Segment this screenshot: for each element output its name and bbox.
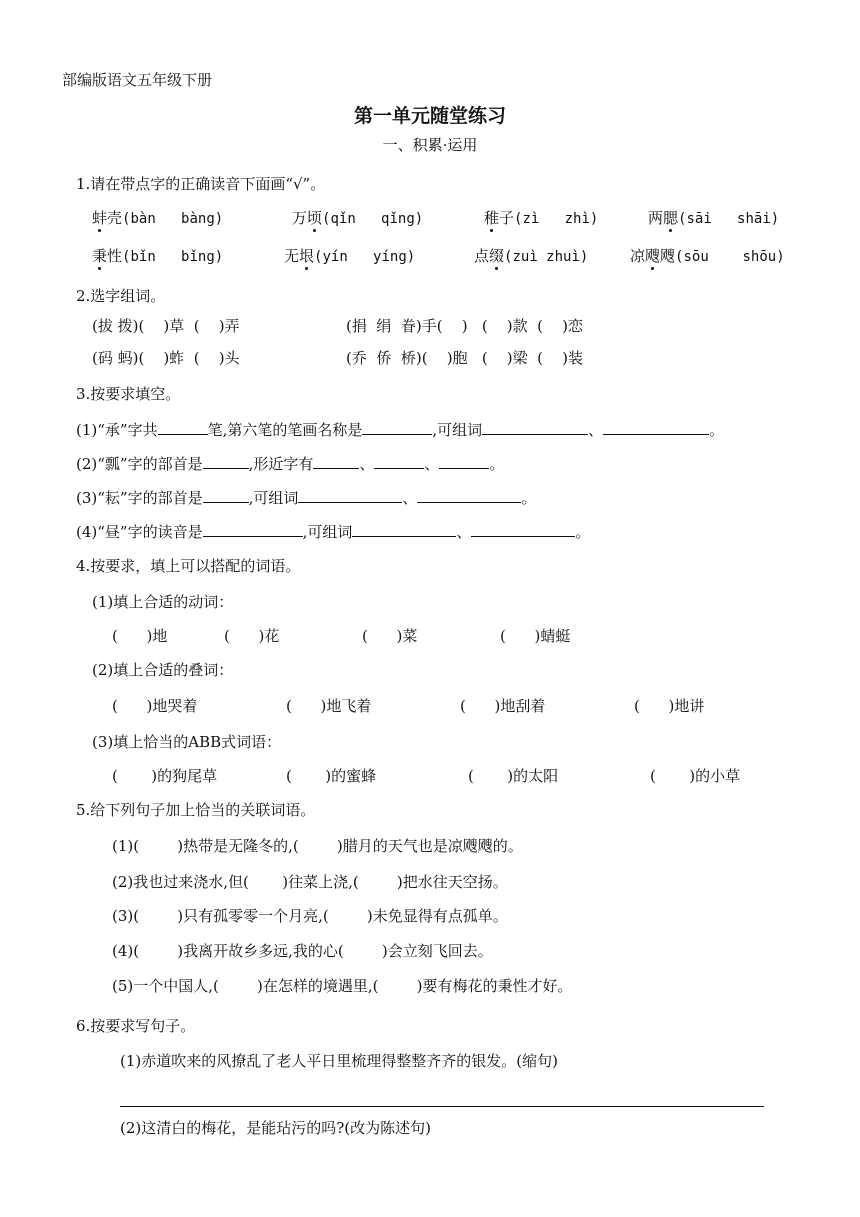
q3-line-3: [76, 488, 536, 508]
q3-prompt: 3.按要求填空。: [76, 385, 181, 403]
blank[interactable]: [203, 454, 249, 469]
q1-word-item: [484, 208, 598, 229]
dotted-character: 稚: [484, 209, 500, 227]
q3-l1-text-3: ,可组词: [432, 421, 483, 439]
word-character: 万: [292, 209, 308, 227]
q4-s2-item: ( )地哭着: [112, 697, 198, 715]
q3-l3-text-1: (3)“耘”字的部首是: [76, 489, 203, 507]
q4-sub2: (2)填上合适的叠词：: [92, 661, 234, 679]
blank[interactable]: [313, 454, 359, 469]
q4-prompt: 4.按要求，填上可以搭配的词语。: [76, 557, 301, 575]
q5-item: (3)( )只有孤零零一个月亮,( )未免显得有点孤单。: [112, 907, 508, 925]
pinyin-options[interactable]: (sāi shāi): [678, 211, 780, 227]
q4-s2-item: ( )地飞着: [286, 697, 372, 715]
q3-l1-text-1: (1)“承”字共: [76, 421, 158, 439]
q1-word-item: [284, 246, 415, 267]
q5-item: (1)( )热带是无隆冬的,( )腊月的天气也是凉飕飕的。: [112, 837, 523, 855]
word-character: 点: [474, 247, 490, 265]
q3-line-2: [76, 454, 504, 474]
q4-s2-item: ( )地刮着: [460, 697, 546, 715]
dotted-character: 垠: [299, 247, 315, 265]
word-character: 子: [499, 209, 515, 227]
dotted-character: 腮: [663, 209, 679, 227]
section-title: 一、积累·运用: [382, 136, 478, 154]
q3-l2-text-2: ,形近字有: [248, 455, 314, 473]
blank[interactable]: [439, 454, 489, 469]
word-character: 飕: [660, 247, 676, 265]
q1-word-item: [292, 208, 423, 229]
pinyin-options[interactable]: (bǐn bǐng): [122, 249, 224, 265]
blank[interactable]: [362, 420, 432, 435]
answer-line[interactable]: [120, 1106, 764, 1107]
q3-l2-text-4: 、: [424, 455, 440, 473]
word-character: 无: [284, 247, 300, 265]
q3-line-1: [76, 420, 724, 440]
q3-l2-text-3: 、: [359, 455, 375, 473]
q3-l4-text-2: ,可组词: [302, 523, 353, 541]
page-title: 第一单元随堂练习: [353, 105, 506, 127]
pinyin-options[interactable]: (yín yíng): [314, 249, 416, 265]
q3-l1-text-2: 笔,第六笔的笔画名称是: [207, 421, 363, 439]
pinyin-options[interactable]: (sōu shōu): [675, 249, 785, 265]
dotted-character: 缀: [489, 247, 505, 265]
word-character: 凉: [630, 247, 646, 265]
q3-l1-text-4: 、: [588, 421, 604, 439]
q1-word-item: [474, 246, 588, 267]
q3-l3-text-3: 、: [402, 489, 418, 507]
word-character: 壳: [107, 209, 123, 227]
q3-l4-text-1: (4)“昼”字的读音是: [76, 523, 203, 541]
q5-item: (2)我也过来浇水,但( )往菜上浇,( )把水往天空扬。: [112, 873, 508, 891]
word-character: 性: [107, 247, 123, 265]
q1-word-item: [648, 208, 779, 229]
q4-s3-item: ( )的狗尾草: [112, 767, 218, 785]
pinyin-options[interactable]: (zì zhì): [514, 211, 599, 227]
q4-s3-item: ( )的蜜蜂: [286, 767, 377, 785]
blank[interactable]: [603, 420, 709, 435]
q3-l2-text-5: 。: [489, 455, 505, 473]
q4-sub1: (1)填上合适的动词：: [92, 593, 234, 611]
blank[interactable]: [158, 420, 208, 435]
q1-word-item: [92, 246, 223, 267]
q5-item: (4)( )我离开故乡多远,我的心( )会立刻飞回去。: [112, 942, 493, 960]
blank[interactable]: [203, 488, 249, 503]
q3-l3-text-4: 。: [521, 489, 537, 507]
blank[interactable]: [352, 522, 456, 537]
q4-s3-item: ( )的太阳: [468, 767, 559, 785]
q2-row1-b: (捐 绢 眷)手( ) ( )款 ( )恋: [346, 317, 583, 335]
q2-row2-a: (码 蚂)( )蚱 ( )头: [92, 349, 240, 367]
dotted-character: 顷: [307, 209, 323, 227]
q1-word-item: [92, 208, 223, 229]
q4-sub3: (3)填上恰当的ABB式词语：: [92, 733, 282, 751]
q5-prompt: 5.给下列句子加上恰当的关联词语。: [76, 801, 316, 819]
blank[interactable]: [203, 522, 303, 537]
q6-sub1: (1)赤道吹来的风撩乱了老人平日里梳理得整整齐齐的银发。(缩句): [120, 1052, 558, 1070]
blank[interactable]: [471, 522, 575, 537]
q2-row2-b: (乔 侨 桥)( )胞 ( )梁 ( )装: [346, 349, 583, 367]
q4-s2-item: ( )地讲: [634, 697, 705, 715]
blank[interactable]: [298, 488, 402, 503]
blank[interactable]: [374, 454, 424, 469]
q1-prompt: 1.请在带点字的正确读音下面画“√”。: [76, 175, 326, 193]
q3-l3-text-2: ,可组词: [248, 489, 299, 507]
q3-l1-text-5: 。: [709, 421, 725, 439]
q6-prompt: 6.按要求写句子。: [76, 1017, 196, 1035]
q3-l4-text-4: 。: [575, 523, 591, 541]
word-character: 两: [648, 209, 664, 227]
q3-l2-text-1: (2)“瓢”字的部首是: [76, 455, 203, 473]
q4-s1-item: ( )地: [112, 627, 168, 645]
dotted-character: 秉: [92, 247, 108, 265]
pinyin-options[interactable]: (bàn bàng): [122, 211, 224, 227]
q3-line-4: [76, 522, 590, 542]
pinyin-options[interactable]: (qǐn qǐng): [322, 211, 424, 227]
q2-row1-a: (拔 拨)( )草 ( )弄: [92, 317, 240, 335]
blank[interactable]: [482, 420, 588, 435]
q4-s1-item: ( )蜻蜓: [500, 627, 571, 645]
q4-s3-item: ( )的小草: [650, 767, 741, 785]
q6-sub2: (2)这清白的梅花，是能玷污的吗?(改为陈述句): [120, 1119, 431, 1137]
q5-item: (5)一个中国人,( )在怎样的境遇里,( )要有梅花的秉性才好。: [112, 977, 573, 995]
q3-l4-text-3: 、: [456, 523, 472, 541]
q2-prompt: 2.选字组词。: [76, 287, 166, 305]
blank[interactable]: [417, 488, 521, 503]
q4-s1-item: ( )花: [224, 627, 280, 645]
dotted-character: 蚌: [92, 209, 108, 227]
page-header: 部编版语文五年级下册: [62, 71, 213, 89]
dotted-character: 飕: [645, 247, 661, 265]
q1-word-item: [630, 246, 785, 267]
pinyin-options[interactable]: (zuì zhuì): [504, 249, 589, 265]
q4-s1-item: ( )菜: [362, 627, 418, 645]
